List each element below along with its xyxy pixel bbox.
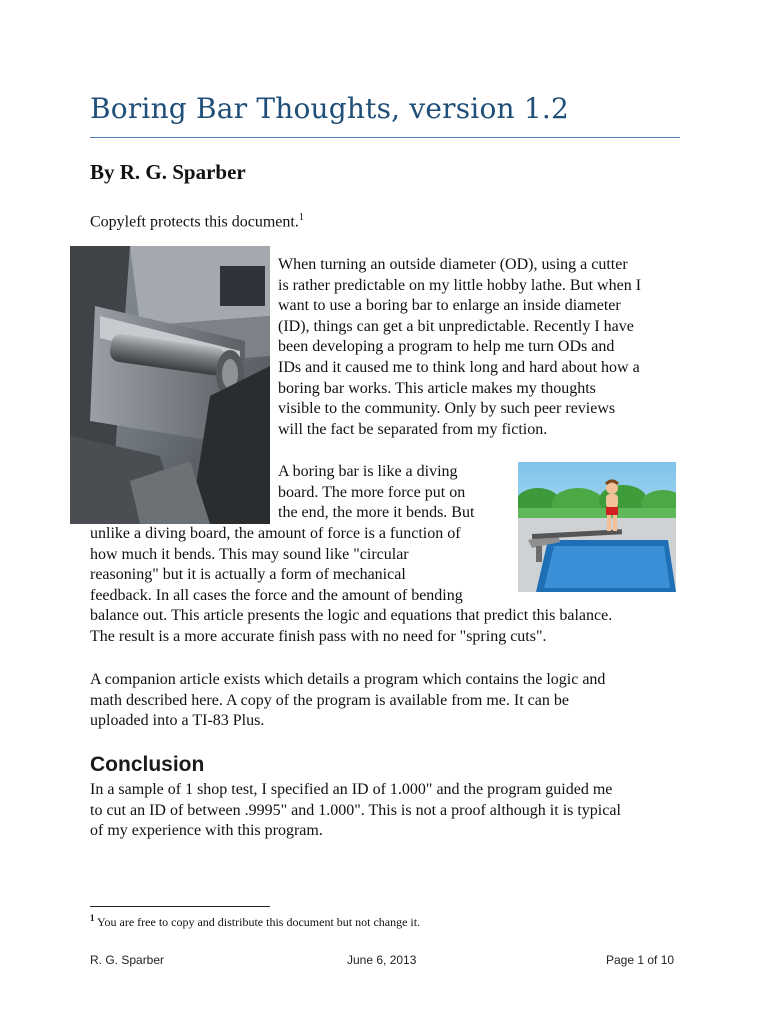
intro-paragraph xyxy=(278,255,641,440)
footnote-ref-1[interactable]: 1 xyxy=(298,212,304,223)
companion-line: uploaded into a TI-83 Plus. xyxy=(90,712,265,730)
intro-line: visible to the community. Only by such peer reviews xyxy=(278,400,616,418)
diving-line: the end, the more it bends. But xyxy=(278,504,475,522)
conclusion-line: of my experience with this program. xyxy=(90,822,323,840)
intro-line: IDs and it caused me to think long and hard about how a xyxy=(278,358,640,376)
diving-line: balance out. This article presents the logic and equations that predict this balance. xyxy=(90,607,613,625)
diving-line: unlike a diving board, the amount of force is a function of xyxy=(90,525,461,542)
author-line: By R. G. Sparber xyxy=(90,160,246,184)
footnote xyxy=(90,913,420,930)
diving-line: how much it bends. This may sound like "circular xyxy=(90,545,409,563)
diving-board-cartoon xyxy=(518,462,676,592)
copyleft-text: Copyleft protects this document. xyxy=(90,213,299,231)
footer-page-number: Page 1 of 10 xyxy=(606,953,675,967)
diving-paragraph-top xyxy=(278,462,474,524)
diving-line: feedback. In all cases the force and the amount of bending xyxy=(90,586,463,604)
diving-line: board. The more force put on xyxy=(278,483,466,501)
intro-line: is rather predictable on my little hobby lathe. But when I xyxy=(278,276,642,294)
conclusion-line: to cut an ID of between .9995" and 1.000". This is not a proof although it is typical xyxy=(90,801,621,819)
lathe-boring-bar-photo xyxy=(70,246,270,524)
companion-line: math described here. A copy of the program is available from me. It can be xyxy=(90,691,569,709)
conclusion-line: In a sample of 1 shop test, I specified an ID of 1.000" and the program guided me xyxy=(90,781,613,798)
conclusion-heading: Conclusion xyxy=(90,753,205,776)
intro-line: been developing a program to help me turn ODs and xyxy=(278,338,615,356)
intro-line: When turning an outside diameter (OD), using a cutter xyxy=(278,256,628,273)
footnote-text: You are free to copy and distribute this document but not change it. xyxy=(94,915,421,929)
companion-line: A companion article exists which details a program which contains the logic and xyxy=(90,671,606,688)
conclusion-paragraph xyxy=(90,780,621,842)
intro-line: will the fact be separated from my fiction. xyxy=(278,420,548,438)
footer-date: June 6, 2013 xyxy=(347,953,417,967)
diving-line: A boring bar is like a diving xyxy=(278,463,458,480)
diving-line: reasoning" but it is actually a form of mechanical xyxy=(90,566,406,584)
intro-line: (ID), things can get a bit unpredictable. Recently I have xyxy=(278,317,634,335)
intro-line: boring bar works. This article makes my thoughts xyxy=(278,379,596,397)
diving-line: The result is a more accurate finish pass with no need for "spring cuts". xyxy=(90,627,547,645)
copyleft-notice xyxy=(90,212,304,231)
companion-paragraph xyxy=(90,670,605,732)
footnote-number: 1 xyxy=(90,913,95,923)
footnote-separator xyxy=(90,906,270,907)
intro-line: want to use a boring bar to enlarge an inside diameter xyxy=(278,297,621,315)
footer-author: R. G. Sparber xyxy=(90,953,165,967)
document-title: Boring Bar Thoughts, version 1.2 xyxy=(90,92,569,125)
title-underline xyxy=(90,137,680,138)
